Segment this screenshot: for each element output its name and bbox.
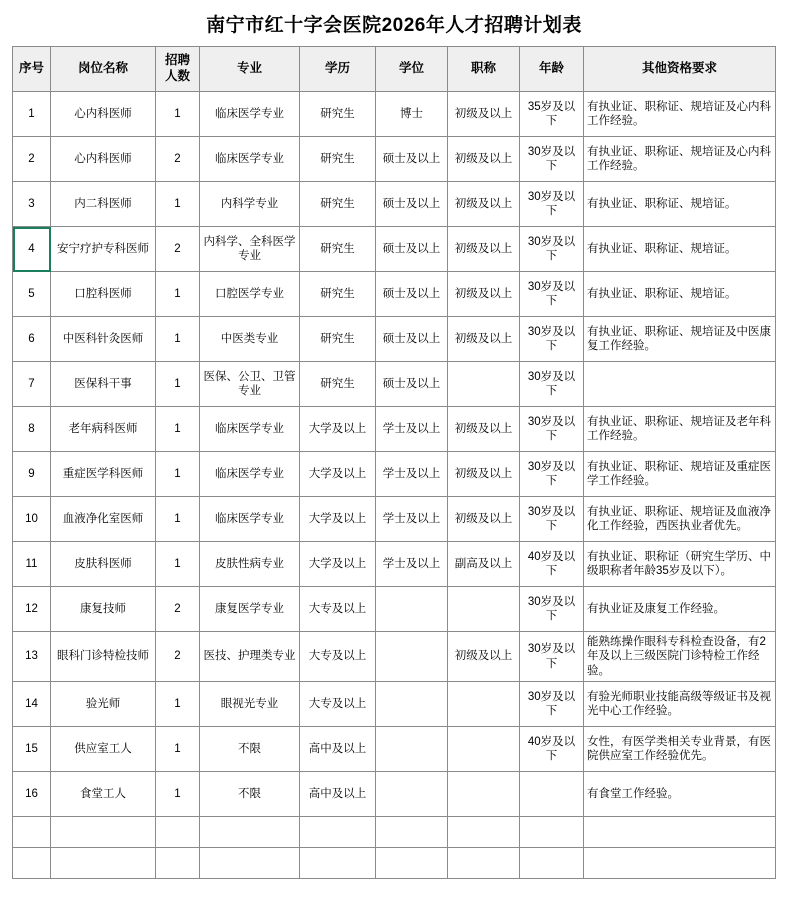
cell-major[interactable]: 临床医学专业 [200,407,300,452]
cell-degree[interactable]: 博士 [376,92,448,137]
cell-other[interactable]: 有执业证、职称证、规培证及心内科工作经验。 [584,137,776,182]
cell-degree[interactable] [376,772,448,817]
cell-degree[interactable] [376,682,448,727]
cell-no[interactable]: 6 [13,317,51,362]
table-row[interactable] [13,632,776,682]
table-row[interactable] [13,182,776,227]
table-row[interactable] [13,317,776,362]
empty-cell [300,848,376,879]
cell-other[interactable]: 有执业证、职称证、规培证及重症医学工作经验。 [584,452,776,497]
cell-major[interactable]: 临床医学专业 [200,452,300,497]
cell-education[interactable]: 大学及以上 [300,542,376,587]
cell-count[interactable]: 1 [156,542,200,587]
cell-age[interactable]: 30岁及以下 [520,682,584,727]
column-header-other: 其他资格要求 [584,47,776,92]
cell-other[interactable]: 有执业证、职称证、规培证。 [584,182,776,227]
cell-no[interactable]: 4 [13,227,51,272]
cell-age[interactable]: 30岁及以下 [520,362,584,407]
cell-education[interactable]: 大专及以上 [300,632,376,682]
cell-no[interactable]: 10 [13,497,51,542]
table-row[interactable] [13,542,776,587]
cell-title[interactable] [448,772,520,817]
cell-age[interactable]: 30岁及以下 [520,182,584,227]
cell-title[interactable] [448,362,520,407]
cell-major[interactable]: 皮肤性病专业 [200,542,300,587]
cell-title[interactable] [448,682,520,727]
cell-other[interactable]: 有执业证、职称证、规培证及血液净化工作经验，西医执业者优先。 [584,497,776,542]
cell-no[interactable]: 12 [13,587,51,632]
table-header [13,47,776,92]
cell-age[interactable]: 30岁及以下 [520,227,584,272]
cell-position[interactable]: 心内科医师 [51,92,156,137]
cell-position[interactable]: 血液净化室医师 [51,497,156,542]
cell-major[interactable]: 口腔医学专业 [200,272,300,317]
column-header-education: 学历 [300,47,376,92]
cell-title[interactable]: 初级及以上 [448,452,520,497]
table-row[interactable] [13,227,776,272]
recruitment-plan-table [12,46,776,879]
page-title: 南宁市红十字会医院2026年人才招聘计划表 [206,15,582,36]
cell-position[interactable]: 口腔科医师 [51,272,156,317]
cell-degree[interactable]: 学士及以上 [376,542,448,587]
cell-other[interactable] [584,362,776,407]
empty-cell [156,817,200,848]
table-filler-row [13,848,776,879]
table-row[interactable] [13,497,776,542]
cell-title[interactable]: 副高及以上 [448,542,520,587]
cell-other[interactable]: 有执业证、职称证、规培证。 [584,227,776,272]
cell-major[interactable]: 内科学、全科医学专业 [200,227,300,272]
table-row[interactable] [13,362,776,407]
cell-education[interactable]: 研究生 [300,227,376,272]
cell-degree[interactable] [376,632,448,682]
cell-count[interactable]: 1 [156,772,200,817]
cell-education[interactable]: 研究生 [300,272,376,317]
cell-count[interactable]: 1 [156,407,200,452]
cell-no[interactable]: 1 [13,92,51,137]
cell-title[interactable]: 初级及以上 [448,317,520,362]
empty-cell [156,848,200,879]
cell-other[interactable]: 有执业证、职称证、规培证。 [584,272,776,317]
cell-position[interactable]: 重症医学科医师 [51,452,156,497]
cell-education[interactable]: 大学及以上 [300,497,376,542]
cell-other[interactable]: 有执业证、职称证、规培证及心内科工作经验。 [584,92,776,137]
cell-education[interactable]: 研究生 [300,182,376,227]
cell-education[interactable]: 研究生 [300,137,376,182]
cell-major[interactable]: 中医类专业 [200,317,300,362]
cell-position[interactable]: 康复技师 [51,587,156,632]
table-row[interactable] [13,772,776,817]
cell-no[interactable]: 13 [13,632,51,682]
cell-age[interactable]: 30岁及以下 [520,407,584,452]
empty-cell [13,817,51,848]
cell-education[interactable]: 大学及以上 [300,452,376,497]
cell-degree[interactable] [376,587,448,632]
cell-title[interactable]: 初级及以上 [448,272,520,317]
empty-cell [376,848,448,879]
cell-age[interactable]: 30岁及以下 [520,632,584,682]
cell-education[interactable]: 研究生 [300,92,376,137]
cell-count[interactable]: 2 [156,227,200,272]
empty-cell [584,817,776,848]
empty-cell [520,817,584,848]
cell-major[interactable]: 康复医学专业 [200,587,300,632]
cell-education[interactable]: 高中及以上 [300,772,376,817]
cell-no[interactable]: 3 [13,182,51,227]
cell-position[interactable]: 供应室工人 [51,727,156,772]
cell-major[interactable]: 临床医学专业 [200,92,300,137]
cell-no[interactable]: 9 [13,452,51,497]
cell-education[interactable]: 大学及以上 [300,407,376,452]
cell-count[interactable]: 2 [156,587,200,632]
table-body [13,92,776,879]
cell-title[interactable]: 初级及以上 [448,632,520,682]
cell-title[interactable]: 初级及以上 [448,407,520,452]
cell-title[interactable]: 初级及以上 [448,137,520,182]
cell-other[interactable]: 有执业证及康复工作经验。 [584,587,776,632]
cell-position[interactable]: 医保科干事 [51,362,156,407]
cell-count[interactable]: 1 [156,317,200,362]
column-header-major: 专业 [200,47,300,92]
cell-major[interactable]: 不限 [200,727,300,772]
cell-count[interactable]: 2 [156,632,200,682]
cell-other[interactable]: 有食堂工作经验。 [584,772,776,817]
table-row[interactable] [13,587,776,632]
cell-degree[interactable]: 硕士及以上 [376,227,448,272]
cell-title[interactable] [448,727,520,772]
column-header-title: 职称 [448,47,520,92]
cell-education[interactable]: 大专及以上 [300,682,376,727]
cell-major[interactable]: 医技、护理类专业 [200,632,300,682]
cell-other[interactable]: 有执业证、职称证、规培证及中医康复工作经验。 [584,317,776,362]
cell-no[interactable]: 5 [13,272,51,317]
cell-other[interactable]: 有验光师职业技能高级等级证书及视光中心工作经验。 [584,682,776,727]
cell-age[interactable]: 30岁及以下 [520,497,584,542]
cell-major[interactable]: 内科学专业 [200,182,300,227]
cell-no[interactable]: 16 [13,772,51,817]
cell-age[interactable] [520,772,584,817]
column-header-degree: 学位 [376,47,448,92]
cell-position[interactable]: 食堂工人 [51,772,156,817]
table-row[interactable] [13,452,776,497]
table-row[interactable] [13,272,776,317]
cell-other[interactable]: 女性，有医学类相关专业背景，有医院供应室工作经验优先。 [584,727,776,772]
cell-no[interactable]: 8 [13,407,51,452]
empty-cell [376,817,448,848]
column-header-age: 年龄 [520,47,584,92]
cell-count[interactable]: 1 [156,497,200,542]
empty-cell [200,848,300,879]
cell-degree[interactable]: 学士及以上 [376,452,448,497]
table-header-row [13,47,776,92]
empty-cell [448,848,520,879]
cell-title[interactable]: 初级及以上 [448,497,520,542]
column-header-no: 序号 [13,47,51,92]
table-row[interactable] [13,727,776,772]
cell-degree[interactable]: 学士及以上 [376,407,448,452]
cell-age[interactable]: 40岁及以下 [520,542,584,587]
cell-count[interactable]: 1 [156,182,200,227]
cell-title[interactable]: 初级及以上 [448,227,520,272]
empty-cell [51,848,156,879]
cell-degree[interactable]: 硕士及以上 [376,362,448,407]
cell-education[interactable]: 大专及以上 [300,587,376,632]
cell-position[interactable]: 心内科医师 [51,137,156,182]
column-header-count: 招聘人数 [156,47,200,92]
cell-degree[interactable]: 硕士及以上 [376,137,448,182]
cell-major[interactable]: 眼视光专业 [200,682,300,727]
cell-other[interactable]: 有执业证、职称证、规培证及老年科工作经验。 [584,407,776,452]
table-row[interactable] [13,682,776,727]
cell-education[interactable]: 研究生 [300,317,376,362]
cell-age[interactable]: 30岁及以下 [520,587,584,632]
cell-major[interactable]: 临床医学专业 [200,497,300,542]
cell-no[interactable]: 11 [13,542,51,587]
cell-position[interactable]: 中医科针灸医师 [51,317,156,362]
cell-age[interactable]: 30岁及以下 [520,317,584,362]
cell-position[interactable]: 验光师 [51,682,156,727]
table-row[interactable] [13,137,776,182]
cell-other[interactable]: 有执业证、职称证（研究生学历、中级职称者年龄35岁及以下）。 [584,542,776,587]
cell-position[interactable]: 老年病科医师 [51,407,156,452]
cell-major[interactable]: 临床医学专业 [200,137,300,182]
cell-age[interactable]: 35岁及以下 [520,92,584,137]
cell-count[interactable]: 1 [156,727,200,772]
cell-no[interactable]: 15 [13,727,51,772]
cell-degree[interactable] [376,727,448,772]
cell-no[interactable]: 14 [13,682,51,727]
cell-position[interactable]: 安宁疗护专科医师 [51,227,156,272]
cell-count[interactable]: 1 [156,682,200,727]
empty-cell [520,848,584,879]
empty-cell [200,817,300,848]
cell-no[interactable]: 7 [13,362,51,407]
cell-other[interactable]: 能熟练操作眼科专科检查设备，有2年及以上三级医院门诊特检工作经验。 [584,632,776,682]
empty-cell [13,848,51,879]
cell-no[interactable]: 2 [13,137,51,182]
cell-age[interactable]: 30岁及以下 [520,137,584,182]
empty-cell [51,817,156,848]
table-filler-row [13,817,776,848]
table-row[interactable] [13,407,776,452]
cell-count[interactable]: 1 [156,272,200,317]
cell-degree[interactable]: 学士及以上 [376,497,448,542]
cell-age[interactable]: 30岁及以下 [520,452,584,497]
cell-count[interactable]: 2 [156,137,200,182]
cell-age[interactable]: 30岁及以下 [520,272,584,317]
cell-education[interactable]: 研究生 [300,362,376,407]
cell-degree[interactable]: 硕士及以上 [376,272,448,317]
empty-cell [584,848,776,879]
column-header-position: 岗位名称 [51,47,156,92]
cell-count[interactable]: 1 [156,92,200,137]
cell-title[interactable]: 初级及以上 [448,182,520,227]
cell-position[interactable]: 内二科医师 [51,182,156,227]
cell-count[interactable]: 1 [156,362,200,407]
cell-major[interactable]: 医保、公卫、卫管专业 [200,362,300,407]
empty-cell [448,817,520,848]
cell-count[interactable]: 1 [156,452,200,497]
cell-degree[interactable]: 硕士及以上 [376,182,448,227]
cell-title[interactable] [448,587,520,632]
cell-education[interactable]: 高中及以上 [300,727,376,772]
cell-title[interactable]: 初级及以上 [448,92,520,137]
empty-cell [300,817,376,848]
cell-position[interactable]: 眼科门诊特检技师 [51,632,156,682]
cell-age[interactable]: 40岁及以下 [520,727,584,772]
table-row[interactable] [13,92,776,137]
cell-major[interactable]: 不限 [200,772,300,817]
cell-position[interactable]: 皮肤科医师 [51,542,156,587]
cell-degree[interactable]: 硕士及以上 [376,317,448,362]
